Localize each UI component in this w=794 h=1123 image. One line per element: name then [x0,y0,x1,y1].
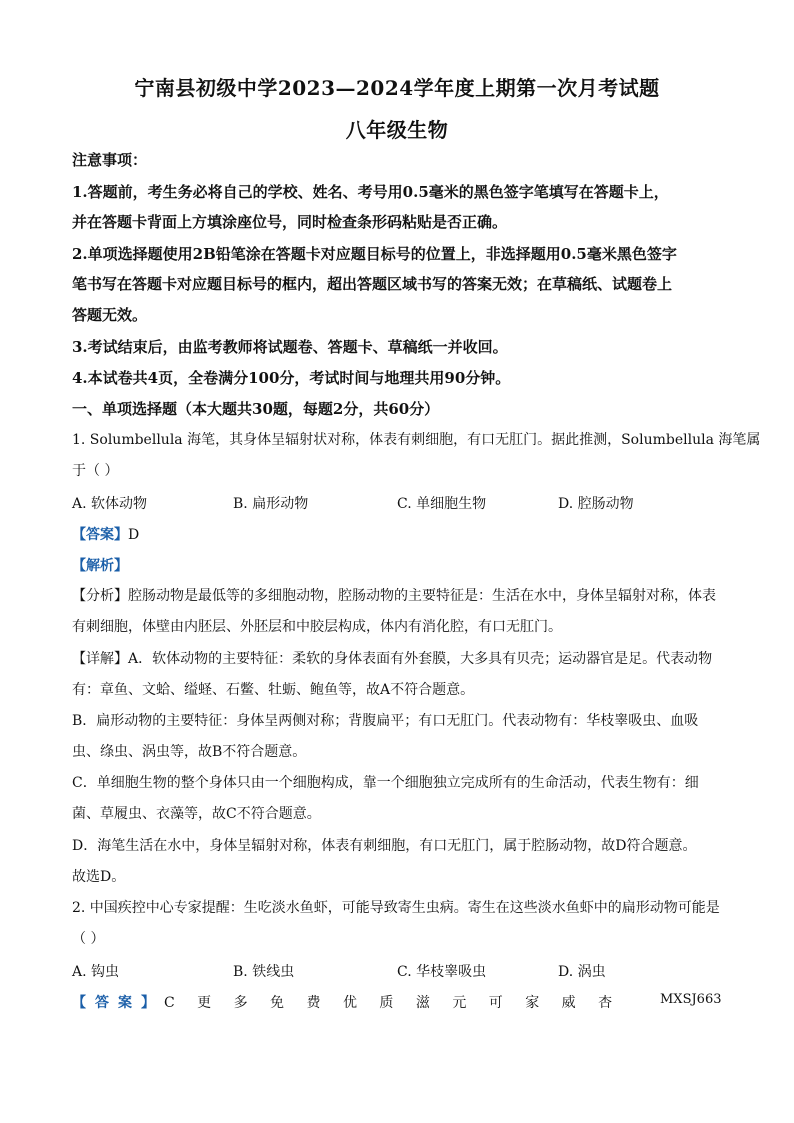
q1-xiangjie-line-6: 菌、草履虫、衣藻等，故C不符合题意。 [72,806,321,822]
section-heading: 一、单项选择题（本大题共30题，每题2分，共60分） [72,400,440,418]
q2-option-a: A. 钩虫 [72,964,120,980]
q2-answer-line: C 更 多 免 费 优 质 滋 元 可 家 威 杏 [164,995,622,1011]
q1-stem-line-2: 于（ ） [72,463,119,479]
q1-option-b: B. 扁形动物 [233,496,309,512]
q2-option-d: D. 涡虫 [558,964,606,980]
notice-heading: 注意事项： [72,151,148,169]
q1-xiangjie-line-1: 【详解】A．软体动物的主要特征：柔软的身体表面有外套膜，大多具有贝壳；运动器官是足。代表动物 [72,651,713,667]
q1-answer-tag: 【答案】 [72,527,128,543]
notice-item-1-line-1: 1.答题前，考生务必将自己的学校、姓名、考号用0.5毫米的黑色签字笔填写在答题卡上， [72,183,669,201]
q1-option-c: C. 单细胞生物 [397,496,487,512]
q1-xiangjie-line-2: 有：章鱼、文蛤、缢蛏、石鳖、牡蛎、鲍鱼等，故A不符合题意。 [72,682,475,698]
q1-stem-line-1: 1. Solumbellula 海笔，其身体呈辐射状对称，体表有刺细胞，有口无肛门。据此推测，Solumbellula 海笔属 [72,432,761,448]
q1-fenxi-line-2: 有刺细胞，体壁由内胚层、外胚层和中胶层构成，体内有消化腔，有口无肛门。 [72,619,562,635]
exam-subtitle: 八年级生物 [345,118,449,142]
q2-option-b: B. 铁线虫 [233,964,295,980]
notice-item-2-line-1: 2.单项选择题使用2B铅笔涂在答题卡对应题目标号的位置上，非选择题用0.5毫米黑色签字 [72,245,677,263]
q1-option-d: D. 腔肠动物 [558,496,634,512]
q1-xiangjie-line-7: D．海笔生活在水中，身体呈辐射对称，体表有刺细胞，有口无肛门，属于腔肠动物，故D符合题意。 [72,838,697,854]
exam-title: 宁南县初级中学2023—2024学年度上期第一次月考试题 [134,76,660,100]
notice-item-3: 3.考试结束后，由监考教师将试题卷、答题卡、草稿纸一并收回。 [72,338,508,356]
q1-answer [72,524,139,544]
q2-option-c: C. 华枝睾吸虫 [397,964,487,980]
q1-answer-value: D [128,527,140,543]
q2-answer [72,992,621,1012]
notice-item-2-line-2: 笔书写在答题卡对应题目标号的框内，超出答题区域书写的答案无效；在草稿纸、试题卷上 [72,275,673,293]
q1-analysis-tag: 【解析】 [72,558,128,574]
q1-option-a: A. 软体动物 [72,496,148,512]
q1-xiangjie-line-4: 虫、绦虫、涡虫等，故B不符合题意。 [72,744,307,760]
notice-item-4: 4.本试卷共4页，全卷满分100分，考试时间与地理共用90分钟。 [72,369,511,387]
q2-answer-tag: 【答案】 [72,995,164,1011]
q1-xiangjie-line-5: C．单细胞生物的整个身体只由一个细胞构成，靠一个细胞独立完成所有的生命活动，代表生物有：细 [72,775,699,791]
q1-fenxi-line-1: 【分析】腔肠动物是最低等的多细胞动物，腔肠动物的主要特征是：生活在水中，身体呈辐射对称，体表 [72,588,716,604]
notice-item-2-line-3: 答题无效。 [72,306,148,324]
q1-conclusion: 故选D。 [72,869,126,885]
q2-stem-line-2: （ ） [72,931,105,947]
notice-item-1-line-2: 并在答题卡背面上方填涂座位号，同时检查条形码粘贴是否正确。 [72,213,508,231]
q2-stem-line-1: 2. 中国疾控中心专家提醒：生吃淡水鱼虾，可能导致寄生虫病。寄生在这些淡水鱼虾中的扁形动物可能是 [72,900,720,916]
q1-xiangjie-line-3: B．扁形动物的主要特征：身体呈两侧对称；背腹扁平；有口无肛门。代表动物有：华枝睾吸虫、血吸 [72,713,699,729]
document-code: MXSJ663 [660,992,722,1007]
